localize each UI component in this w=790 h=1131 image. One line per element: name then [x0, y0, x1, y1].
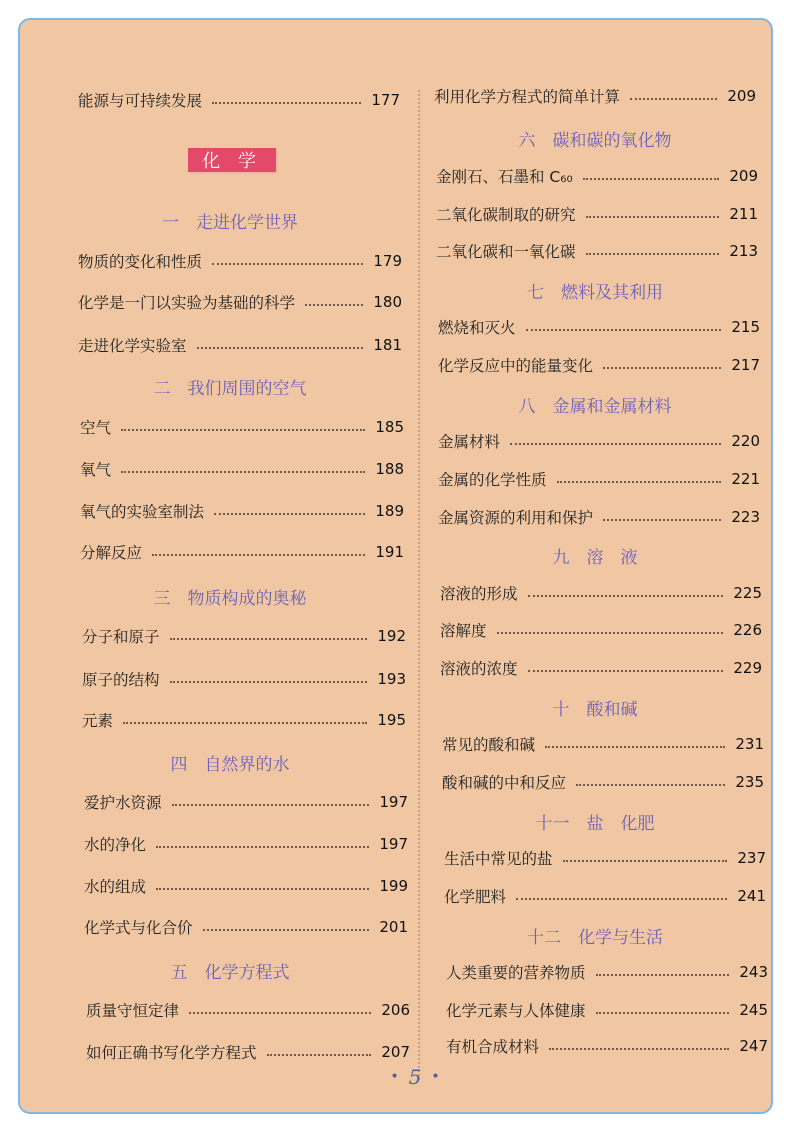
- dot-leader: [630, 98, 717, 100]
- dot-leader: [172, 804, 370, 806]
- entry-title: 元素: [82, 712, 114, 730]
- toc-entry[interactable]: [440, 618, 762, 642]
- unit-heading: 十一 盐 化肥: [535, 813, 655, 834]
- dot-leader: [516, 898, 727, 900]
- column-divider: [418, 90, 420, 1080]
- toc-entry[interactable]: [438, 505, 760, 529]
- toc-entry[interactable]: [78, 290, 402, 314]
- entry-title: 质量守恒定律: [86, 1002, 180, 1020]
- toc-entry[interactable]: [440, 581, 762, 605]
- toc-entry[interactable]: [80, 540, 404, 564]
- toc-entry[interactable]: [82, 624, 406, 648]
- dot-leader: [545, 746, 725, 748]
- page-number: [385, 1064, 445, 1090]
- dot-leader: [586, 253, 720, 255]
- entry-title: 人类重要的营养物质: [446, 964, 586, 982]
- unit-heading: 五 化学方程式: [170, 962, 290, 983]
- dot-leader: [203, 929, 370, 931]
- entry-title: 爱护水资源: [84, 794, 162, 812]
- dot-leader: [528, 670, 724, 672]
- dot-leader: [596, 1012, 730, 1014]
- entry-title: 溶解度: [440, 622, 487, 640]
- entry-title: 空气: [80, 419, 112, 437]
- entry-title: 金属的化学性质: [438, 471, 547, 489]
- entry-title: 金刚石、石墨和 C₆₀: [436, 168, 573, 186]
- dot-leader: [528, 595, 724, 597]
- unit-heading: 一 走进化学世界: [162, 212, 298, 233]
- bullet-icon: •: [390, 1069, 399, 1085]
- entry-title: 氧气的实验室制法: [80, 503, 205, 521]
- dot-leader: [212, 102, 361, 104]
- entry-page: 213: [729, 242, 758, 260]
- entry-page: 197: [379, 835, 408, 853]
- entry-title: 原子的结构: [82, 671, 160, 689]
- entry-page: 189: [375, 502, 404, 520]
- page-number-value: 5: [408, 1065, 422, 1089]
- entry-page: 221: [731, 470, 760, 488]
- toc-entry[interactable]: [444, 884, 766, 908]
- entry-title: 化学肥料: [444, 888, 507, 906]
- entry-title: 溶液的形成: [440, 585, 518, 603]
- entry-page: 247: [739, 1037, 768, 1055]
- toc-entry[interactable]: [80, 499, 404, 523]
- entry-page: 197: [379, 793, 408, 811]
- dot-leader: [603, 367, 721, 369]
- entry-page: 179: [373, 252, 402, 270]
- subject-badge: 化 学: [188, 148, 276, 172]
- dot-leader: [156, 846, 369, 848]
- entry-title: 利用化学方程式的简单计算: [434, 88, 621, 106]
- toc-entry[interactable]: [84, 874, 408, 898]
- entry-page: 177: [371, 91, 400, 109]
- entry-title: 酸和碱的中和反应: [442, 774, 567, 792]
- toc-entry[interactable]: [80, 457, 404, 481]
- dot-leader: [152, 554, 365, 556]
- dot-leader: [305, 304, 363, 306]
- dot-leader: [583, 178, 720, 180]
- dot-leader: [170, 681, 368, 683]
- entry-title: 化学是一门以实验为基础的科学: [78, 294, 296, 312]
- dot-leader: [212, 263, 363, 265]
- entry-page: 192: [377, 627, 406, 645]
- toc-entry[interactable]: [436, 239, 758, 263]
- unit-heading: 八 金属和金属材料: [518, 396, 672, 417]
- dot-leader: [189, 1012, 371, 1014]
- toc-entry[interactable]: [438, 353, 760, 377]
- entry-title: 化学反应中的能量变化: [438, 357, 594, 375]
- entry-page: 188: [375, 460, 404, 478]
- dot-leader: [549, 1048, 729, 1050]
- unit-heading: 十 酸和碱: [552, 699, 638, 720]
- entry-title: 二氧化碳和一氧化碳: [436, 243, 576, 261]
- toc-entry[interactable]: [86, 998, 410, 1022]
- toc-entry[interactable]: [438, 467, 760, 491]
- entry-page: 241: [737, 887, 766, 905]
- entry-title: 金属材料: [438, 433, 501, 451]
- entry-page: 231: [735, 735, 764, 753]
- entry-page: 181: [373, 336, 402, 354]
- entry-page: 235: [735, 773, 764, 791]
- unit-heading: 二 我们周围的空气: [153, 378, 307, 399]
- dot-leader: [596, 974, 730, 976]
- entry-page: 206: [381, 1001, 410, 1019]
- toc-entry[interactable]: [84, 790, 408, 814]
- entry-page: 209: [729, 167, 758, 185]
- dot-leader: [526, 329, 722, 331]
- toc-entry[interactable]: [78, 88, 400, 112]
- dot-leader: [576, 784, 725, 786]
- entry-title: 金属资源的利用和保护: [438, 509, 594, 527]
- entry-title: 二氧化碳制取的研究: [436, 206, 576, 224]
- entry-page: 237: [737, 849, 766, 867]
- toc-entry[interactable]: [78, 333, 402, 357]
- unit-heading: 七 燃料及其利用: [527, 282, 663, 303]
- entry-title: 化学式与化合价: [84, 919, 193, 937]
- entry-page: 211: [729, 205, 758, 223]
- entry-title: 生活中常见的盐: [444, 850, 553, 868]
- entry-page: 180: [373, 293, 402, 311]
- entry-title: 分解反应: [80, 544, 143, 562]
- entry-page: 245: [739, 1001, 768, 1019]
- entry-page: 220: [731, 432, 760, 450]
- entry-title: 常见的酸和碱: [442, 736, 536, 754]
- entry-title: 燃烧和灭火: [438, 319, 516, 337]
- toc-entry[interactable]: [82, 708, 406, 732]
- entry-title: 氧气: [80, 461, 112, 479]
- entry-page: 193: [377, 670, 406, 688]
- toc-entry[interactable]: [446, 998, 768, 1022]
- entry-page: 185: [375, 418, 404, 436]
- entry-page: 217: [731, 356, 760, 374]
- entry-title: 如何正确书写化学方程式: [86, 1044, 257, 1062]
- toc-entry[interactable]: [82, 667, 406, 691]
- dot-leader: [510, 443, 721, 445]
- entry-title: 溶液的浓度: [440, 660, 518, 678]
- toc-entry[interactable]: [440, 656, 762, 680]
- toc-entry[interactable]: [438, 429, 760, 453]
- toc-entry[interactable]: [84, 832, 408, 856]
- toc-entry[interactable]: [434, 84, 756, 108]
- toc-entry[interactable]: [86, 1040, 410, 1064]
- entry-page: 223: [731, 508, 760, 526]
- entry-page: 229: [733, 659, 762, 677]
- toc-entry[interactable]: [442, 770, 764, 794]
- entry-page: 201: [379, 918, 408, 936]
- dot-leader: [123, 722, 367, 724]
- dot-leader: [121, 429, 365, 431]
- toc-entry[interactable]: [442, 732, 764, 756]
- toc-page: [18, 18, 773, 1114]
- entry-page: 191: [375, 543, 404, 561]
- entry-page: 195: [377, 711, 406, 729]
- toc-entry[interactable]: [436, 164, 758, 188]
- bullet-icon: •: [431, 1069, 440, 1085]
- dot-leader: [557, 481, 722, 483]
- entry-title: 水的净化: [84, 836, 147, 854]
- entry-page: 226: [733, 621, 762, 639]
- toc-entry[interactable]: [438, 315, 760, 339]
- entry-title: 化学元素与人体健康: [446, 1002, 586, 1020]
- toc-entry[interactable]: [84, 915, 408, 939]
- dot-leader: [121, 471, 365, 473]
- entry-page: 199: [379, 877, 408, 895]
- dot-leader: [156, 888, 369, 890]
- unit-heading: 九 溶 液: [552, 547, 638, 568]
- dot-leader: [267, 1054, 372, 1056]
- entry-title: 走进化学实验室: [78, 337, 187, 355]
- dot-leader: [586, 216, 720, 218]
- toc-entry[interactable]: [78, 249, 402, 273]
- toc-entry[interactable]: [446, 960, 768, 984]
- unit-heading: 三 物质构成的奥秘: [153, 588, 307, 609]
- toc-entry[interactable]: [436, 202, 758, 226]
- unit-heading: 四 自然界的水: [170, 754, 290, 775]
- entry-page: 209: [727, 87, 756, 105]
- entry-page: 215: [731, 318, 760, 336]
- dot-leader: [197, 347, 364, 349]
- entry-title: 物质的变化和性质: [78, 253, 203, 271]
- unit-heading: 十二 化学与生活: [527, 927, 663, 948]
- dot-leader: [603, 519, 721, 521]
- dot-leader: [170, 638, 368, 640]
- entry-title: 有机合成材料: [446, 1038, 540, 1056]
- toc-entry[interactable]: [80, 415, 404, 439]
- entry-title: 分子和原子: [82, 628, 160, 646]
- toc-entry[interactable]: [444, 846, 766, 870]
- dot-leader: [497, 632, 724, 634]
- dot-leader: [214, 513, 365, 515]
- entry-title: 能源与可持续发展: [78, 92, 203, 110]
- entry-page: 207: [381, 1043, 410, 1061]
- dot-leader: [563, 860, 728, 862]
- entry-page: 243: [739, 963, 768, 981]
- entry-page: 225: [733, 584, 762, 602]
- unit-heading: 六 碳和碳的氧化物: [518, 130, 672, 151]
- entry-title: 水的组成: [84, 878, 147, 896]
- toc-entry[interactable]: [446, 1034, 768, 1058]
